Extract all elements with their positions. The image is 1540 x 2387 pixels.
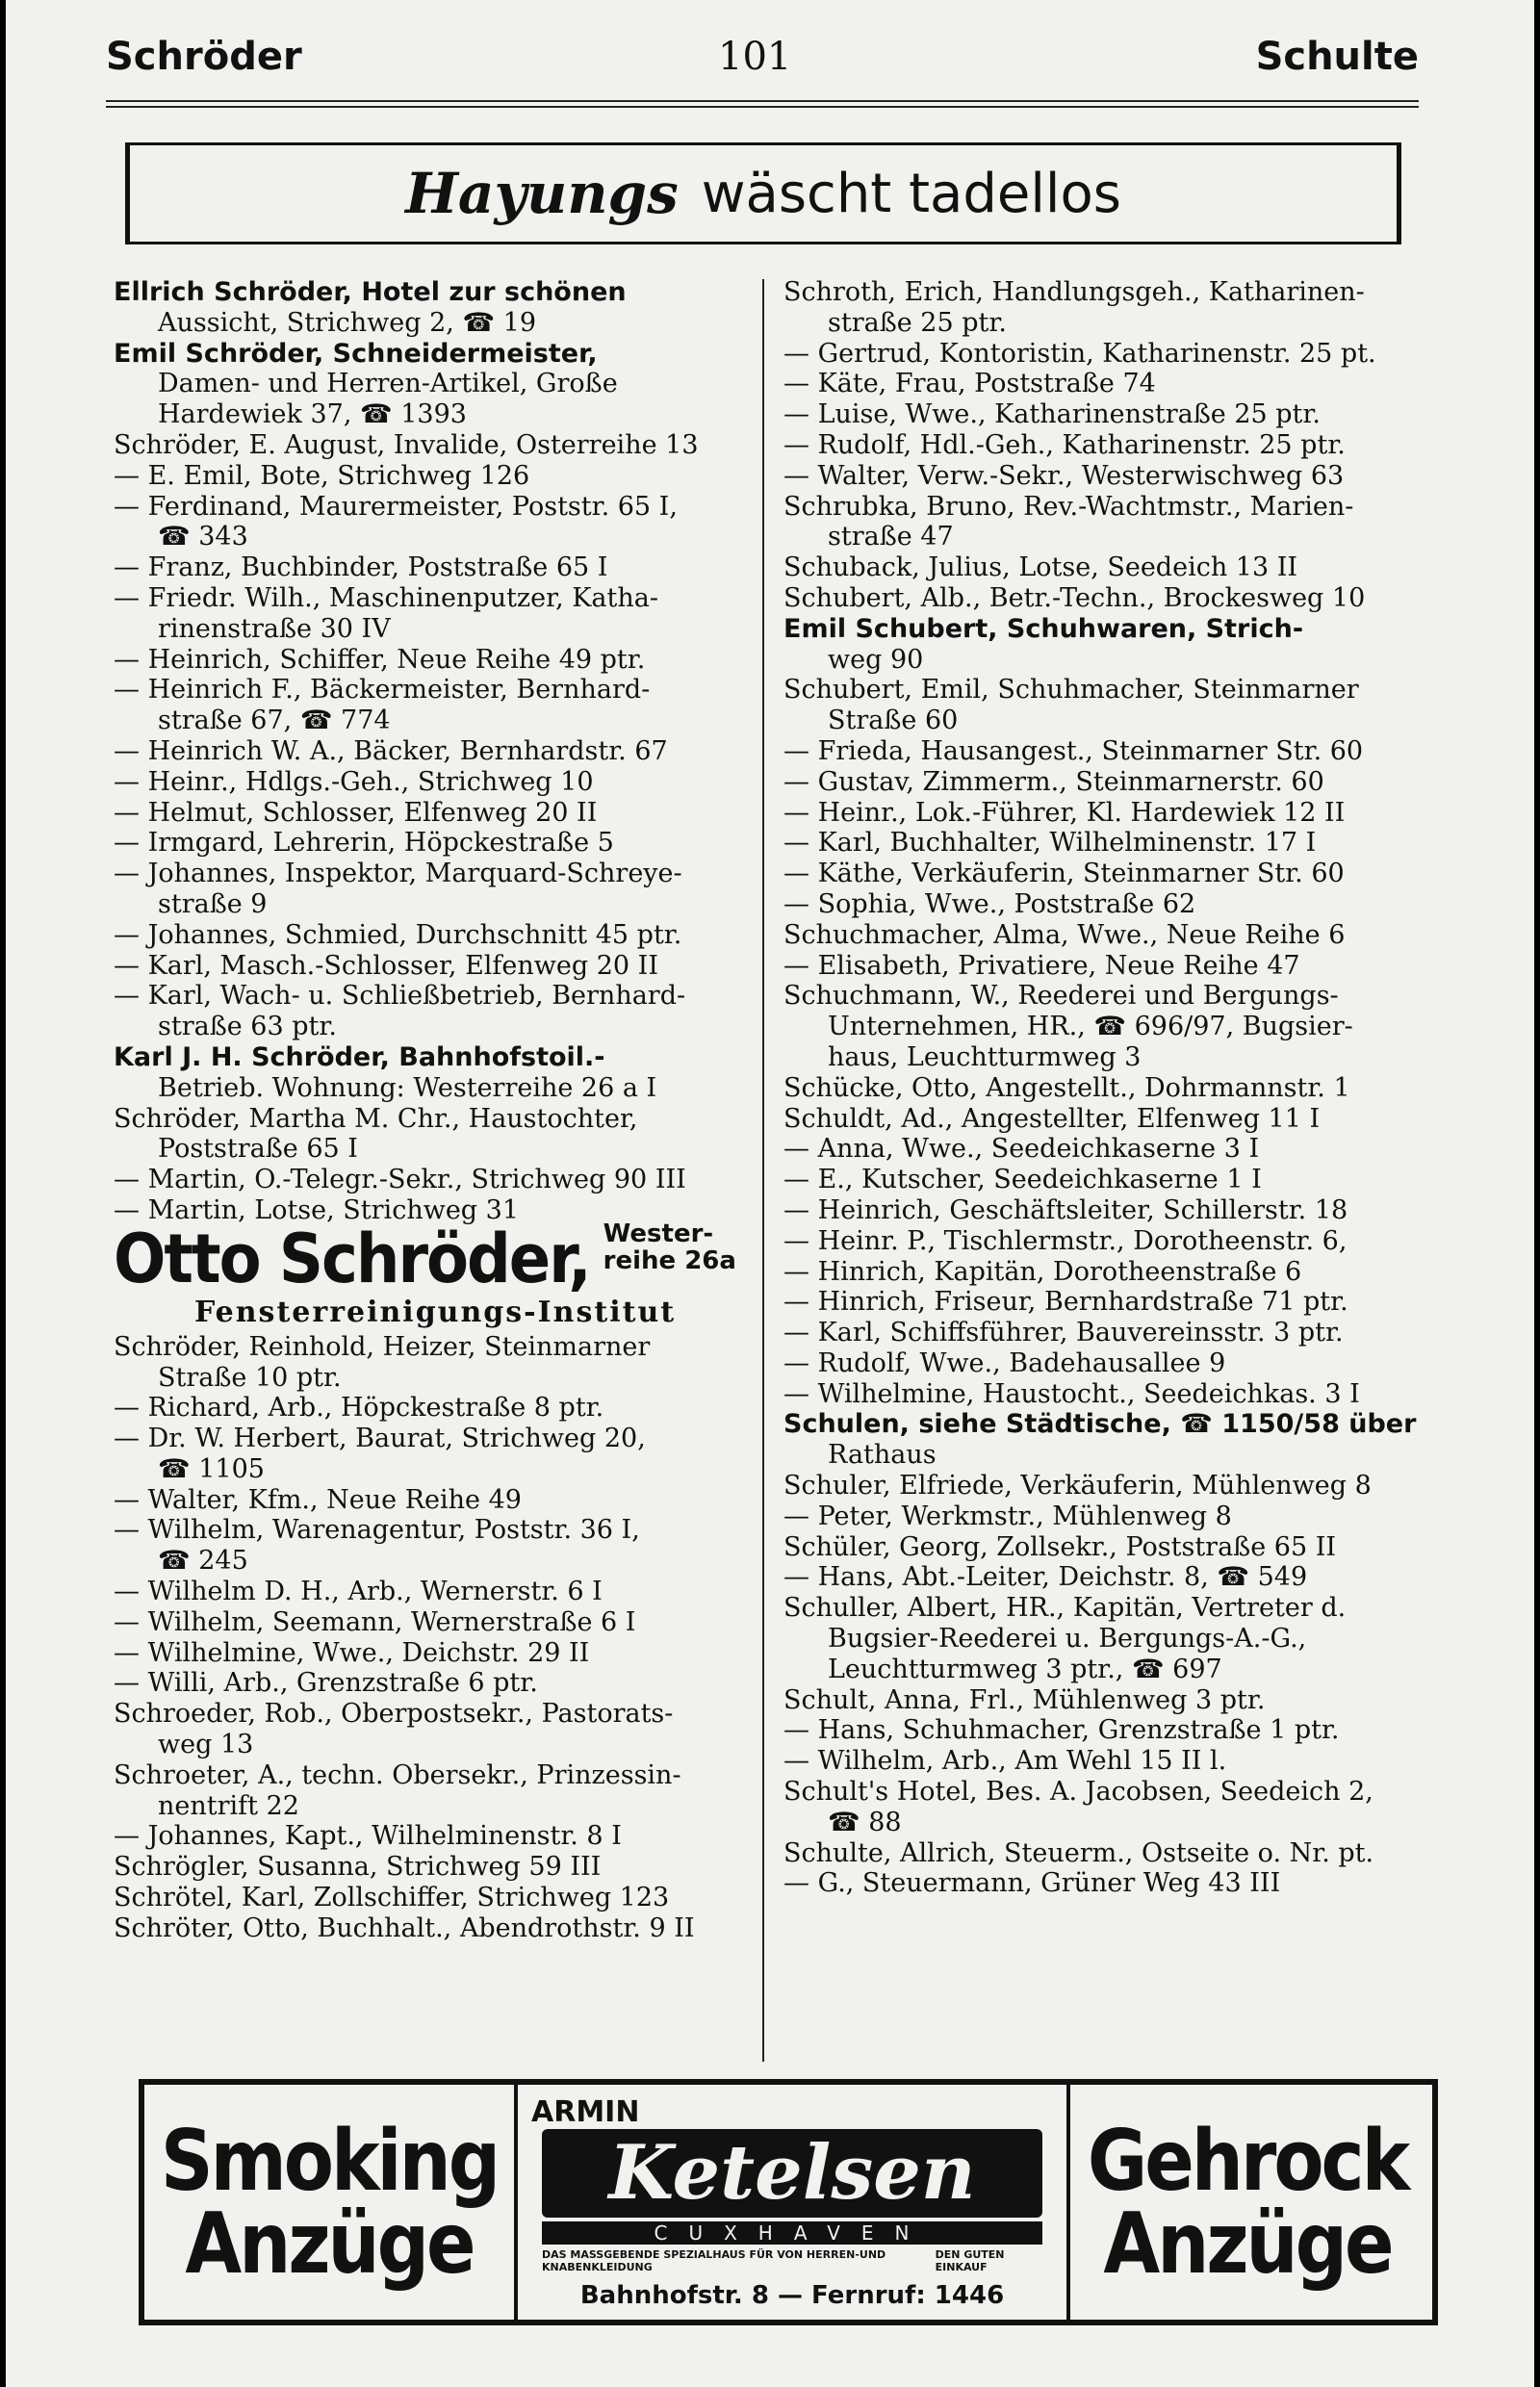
logo-slogan-right: DEN GUTEN EINKAUF — [935, 2247, 1005, 2273]
column-divider — [762, 279, 764, 2062]
directory-entry-line: — Johannes, Kapt., Wilhelminenstr. 8 I — [114, 1821, 622, 1852]
directory-entry-line: — Johannes, Schmied, Durchschnitt 45 ptr. — [114, 919, 682, 950]
directory-entry-line: Schuback, Julius, Lotse, Seedeich 13 II — [783, 552, 1298, 583]
directory-entry-line: — Heinr., Lok.-Führer, Kl. Hardewiek 12 II — [783, 797, 1346, 828]
header-left-surname: Schröder — [106, 35, 302, 79]
directory-entry-line: Schrubka, Bruno, Rev.-Wachtmstr., Marien- — [783, 491, 1354, 522]
directory-entry-line: Betrieb. Wohnung: Westerreihe 26 a I — [158, 1072, 657, 1103]
directory-entry-line: rinenstraße 30 IV — [158, 613, 391, 644]
otto-schroeder-ad — [114, 1219, 745, 1299]
directory-entry-line: — Dr. W. Herbert, Baurat, Strichweg 20, — [114, 1424, 646, 1454]
directory-entry-line: Straße 10 ptr. — [158, 1362, 342, 1393]
directory-entry-line: Schröder, E. August, Invalide, Osterreihe 13 — [114, 429, 699, 460]
directory-entry-line: — Martin, O.-Telegr.-Sekr., Strichweg 90 III — [114, 1165, 686, 1195]
directory-entry-line: — Ferdinand, Maurermeister, Poststr. 65 I, — [114, 491, 678, 522]
directory-entry-line: Schuldt, Ad., Angestellter, Elfenweg 11 I — [783, 1103, 1321, 1134]
directory-entry-line: Aussicht, Strichweg 2, ☎ 19 — [158, 307, 537, 338]
directory-entry-line: — Käthe, Verkäuferin, Steinmarner Str. 60 — [783, 859, 1345, 889]
left-column — [114, 277, 745, 1944]
directory-entry-line: Schuchmann, W., Reederei und Bergungs- — [783, 981, 1339, 1012]
left-entries-1 — [114, 277, 745, 1226]
directory-entry-line: — Heinrich W. A., Bäcker, Bernhardstr. 67 — [114, 735, 668, 766]
directory-entry-line: Schroth, Erich, Handlungsgeh., Katharinen- — [783, 277, 1365, 307]
directory-entry-line: — Gustav, Zimmerm., Steinmarnerstr. 60 — [783, 766, 1324, 797]
directory-entry-line: Emil Schubert, Schuhwaren, Strich- — [783, 613, 1304, 644]
directory-entry-line: straße 9 — [158, 888, 268, 919]
directory-entry-line: — Peter, Werkmstr., Mühlenweg 8 — [783, 1501, 1232, 1531]
directory-entry-line: weg 90 — [828, 644, 924, 675]
directory-entry-line: Karl J. H. Schröder, Bahnhofstoil.- — [114, 1041, 605, 1072]
directory-entry-line: — Johannes, Inspektor, Marquard-Schreye- — [114, 859, 682, 889]
directory-entry-line: Poststraße 65 I — [158, 1134, 358, 1165]
directory-entry-line: Damen- und Herren-Artikel, Große — [158, 369, 618, 399]
directory-entry-line: Schröder, Martha M. Chr., Haustochter, — [114, 1103, 638, 1134]
directory-entry-line: — Wilhelm, Arb., Am Wehl 15 II l. — [783, 1746, 1227, 1777]
directory-entry-line: — Käte, Frau, Poststraße 74 — [783, 369, 1156, 399]
directory-entry-line: — Franz, Buchbinder, Poststraße 65 I — [114, 552, 608, 583]
directory-entry-line: straße 63 ptr. — [158, 1012, 337, 1042]
hayungs-tagline: wäscht tadellos — [701, 162, 1121, 225]
directory-entry-line: Schrögler, Susanna, Strichweg 59 III — [114, 1852, 602, 1883]
directory-entry-line: Hardewiek 37, ☎ 1393 — [158, 399, 467, 430]
directory-entry-line: — Irmgard, Lehrerin, Höpckestraße 5 — [114, 828, 614, 859]
directory-entry-line: Schrötel, Karl, Zollschiffer, Strichweg 123 — [114, 1883, 670, 1913]
directory-entry-line: — Gertrud, Kontoristin, Katharinenstr. 25 pt. — [783, 338, 1376, 369]
directory-entry-line: Schücke, Otto, Angestellt., Dohrmannstr. 1 — [783, 1072, 1350, 1103]
directory-entry-line: Schuler, Elfriede, Verkäuferin, Mühlenweg 8 — [783, 1471, 1372, 1502]
directory-entry-line: — Wilhelmine, Wwe., Deichstr. 29 II — [114, 1637, 590, 1668]
directory-entry-line: straße 47 — [828, 522, 954, 552]
directory-entry-line: — Hans, Abt.-Leiter, Deichstr. 8, ☎ 549 — [783, 1562, 1308, 1593]
directory-entry-line: — Wilhelm, Seemann, Wernerstraße 6 I — [114, 1606, 636, 1637]
directory-entry-line: — Hinrich, Friseur, Bernhardstraße 71 ptr. — [783, 1287, 1348, 1318]
directory-entry-line: straße 67, ☎ 774 — [158, 706, 391, 736]
directory-entry-line: — Willi, Arb., Grenzstraße 6 ptr. — [114, 1668, 538, 1699]
directory-entry-line: — Rudolf, Wwe., Badehausallee 9 — [783, 1348, 1226, 1378]
directory-entry-line: — G., Steuermann, Grüner Weg 43 III — [783, 1868, 1281, 1899]
otto-ad-name: Otto Schröder, — [114, 1220, 590, 1299]
directory-entry-line: — Heinrich F., Bäckermeister, Bernhard- — [114, 675, 651, 706]
directory-entry-line: Schröter, Otto, Buchhalt., Abendrothstr. 9 II — [114, 1912, 695, 1943]
directory-entry-line: nentrift 22 — [158, 1790, 299, 1821]
footer-right-line-2: Anzüge — [1103, 2194, 1392, 2293]
directory-entry-line: — Sophia, Wwe., Poststraße 62 — [783, 888, 1196, 919]
otto-ad-address — [603, 1220, 736, 1274]
right-column — [783, 277, 1426, 1899]
directory-entry-line: Unternehmen, HR., ☎ 696/97, Bugsier- — [828, 1012, 1353, 1042]
directory-entry-line: ☎ 343 — [158, 522, 248, 552]
directory-entry-line: — Martin, Lotse, Strichweg 31 — [114, 1194, 520, 1225]
directory-entry-line: Schubert, Alb., Betr.-Techn., Brockesweg 10 — [783, 582, 1366, 613]
footer-left-line-2: Anzüge — [185, 2194, 474, 2293]
left-entries-2 — [114, 1332, 745, 1944]
directory-entry-line: Straße 60 — [828, 706, 959, 736]
directory-entry-line: Leuchtturmweg 3 ptr., ☎ 697 — [828, 1654, 1222, 1684]
logo-city: CUXHAVEN — [542, 2221, 1042, 2245]
header-right-surname: Schulte — [1255, 35, 1419, 79]
directory-entry-line: — Karl, Masch.-Schlosser, Elfenweg 20 II — [114, 950, 658, 981]
directory-entry-line: — Friedr. Wilh., Maschinenputzer, Katha- — [114, 582, 658, 613]
directory-entry-line: — Luise, Wwe., Katharinenstraße 25 ptr. — [783, 399, 1321, 430]
directory-entry-line: — Walter, Verw.-Sekr., Westerwischweg 63 — [783, 460, 1345, 491]
right-entries — [783, 277, 1426, 1899]
directory-entry-line: — Heinr. P., Tischlermstr., Dorotheenstr. 6, — [783, 1225, 1348, 1256]
hayungs-brand: Hayungs — [405, 161, 679, 226]
logo-address: Bahnhofstr. 8 — Fernruf: 1446 — [579, 2280, 1005, 2310]
directory-entry-line: — Karl, Schiffsführer, Bauvereinsstr. 3 ptr. — [783, 1318, 1344, 1348]
directory-entry-line: ☎ 1105 — [158, 1453, 265, 1484]
directory-entry-line: Schulte, Allrich, Steuerm., Ostseite o. Nr. pt. — [783, 1837, 1374, 1868]
footer-left-line-1: Smoking — [160, 2111, 499, 2210]
ketelsen-logo — [514, 2085, 1070, 2320]
directory-entry-line: — Karl, Wach- u. Schließbetrieb, Bernhard- — [114, 981, 686, 1012]
directory-entry-line: Emil Schröder, Schneidermeister, — [114, 338, 598, 369]
directory-entry-line: — Rudolf, Hdl.-Geh., Katharinenstr. 25 ptr. — [783, 429, 1346, 460]
directory-entry-line: Schüler, Georg, Zollsekr., Poststraße 65 II — [783, 1531, 1337, 1562]
otto-ad-address-2: reihe 26a — [603, 1245, 736, 1275]
directory-entry-line: — Elisabeth, Privatiere, Neue Reihe 47 — [783, 950, 1300, 981]
directory-entry-line: Schuchmacher, Alma, Wwe., Neue Reihe 6 — [783, 919, 1346, 950]
directory-entry-line: — Wilhelm D. H., Arb., Wernerstr. 6 I — [114, 1577, 603, 1607]
logo-first-name: ARMIN — [531, 2094, 640, 2129]
otto-ad-address-1: Wester- — [603, 1219, 714, 1248]
directory-entry-line: Bugsier-Reederei u. Bergungs-A.-G., — [828, 1624, 1307, 1655]
directory-entry-line: — Frieda, Hausangest., Steinmarner Str. 60 — [783, 735, 1364, 766]
directory-page — [6, 0, 1534, 2387]
directory-entry-line: — Wilhelmine, Haustocht., Seedeichkas. 3 I — [783, 1378, 1360, 1409]
directory-entry-line: Rathaus — [828, 1440, 937, 1471]
directory-entry-line: Schröder, Reinhold, Heizer, Steinmarner — [114, 1331, 651, 1362]
page-number: 101 — [718, 35, 792, 79]
header-rule-bottom — [106, 106, 1419, 108]
directory-entry-line: — Heinrich, Schiffer, Neue Reihe 49 ptr. — [114, 644, 646, 675]
logo-slogan — [542, 2248, 1042, 2273]
otto-ad-subtitle: Fensterreinigungs-Institut — [194, 1295, 677, 1329]
directory-entry-line: — Anna, Wwe., Seedeichkaserne 3 I — [783, 1134, 1260, 1165]
directory-entry-line: Schubert, Emil, Schuhmacher, Steinmarner — [783, 675, 1359, 706]
directory-entry-line: Schult's Hotel, Bes. A. Jacobsen, Seedeich 2, — [783, 1777, 1373, 1808]
directory-entry-line: — Walter, Kfm., Neue Reihe 49 — [114, 1484, 522, 1515]
directory-entry-line: ☎ 245 — [158, 1546, 248, 1577]
directory-entry-line: — Heinr., Hdlgs.-Geh., Strichweg 10 — [114, 766, 594, 797]
directory-entry-line: Schuller, Albert, HR., Kapitän, Vertreter d. — [783, 1593, 1347, 1624]
directory-entry-line: — Helmut, Schlosser, Elfenweg 20 II — [114, 797, 598, 828]
ketelsen-footer-ad — [139, 2079, 1438, 2325]
directory-entry-line: — Richard, Arb., Höpckestraße 8 ptr. — [114, 1393, 604, 1424]
directory-entry-line: — E. Emil, Bote, Strichweg 126 — [114, 460, 530, 491]
directory-entry-line: — Wilhelm, Warenagentur, Poststr. 36 I, — [114, 1515, 640, 1546]
footer-ad-right — [1063, 2085, 1432, 2320]
logo-wordmark: Ketelsen — [542, 2129, 1042, 2218]
directory-entry-line: — E., Kutscher, Seedeichkaserne 1 I — [783, 1165, 1262, 1195]
directory-entry-line: Schulen, siehe Städtische, ☎ 1150/58 über — [783, 1409, 1417, 1440]
hayungs-ad-banner — [125, 142, 1401, 244]
header-rule-top — [106, 100, 1419, 102]
directory-entry-line: ☎ 88 — [828, 1807, 902, 1837]
directory-entry-line: — Hans, Schuhmacher, Grenzstraße 1 ptr. — [783, 1715, 1340, 1746]
footer-ad-left — [144, 2085, 514, 2320]
directory-entry-line: Schult, Anna, Frl., Mühlenweg 3 ptr. — [783, 1684, 1266, 1715]
directory-entry-line: weg 13 — [158, 1730, 254, 1760]
directory-entry-line: Schroeder, Rob., Oberpostsekr., Pastorats- — [114, 1699, 674, 1730]
directory-entry-line: Schroeter, A., techn. Obersekr., Prinzessin- — [114, 1759, 681, 1790]
directory-entry-line: straße 25 ptr. — [828, 307, 1007, 338]
directory-entry-line: haus, Leuchtturmweg 3 — [828, 1041, 1142, 1072]
directory-entry-line: — Heinrich, Geschäftsleiter, Schillerstr. 18 — [783, 1194, 1348, 1225]
footer-right-line-1: Gehrock — [1087, 2111, 1408, 2210]
directory-entry-line: Ellrich Schröder, Hotel zur schönen — [114, 277, 627, 307]
directory-entry-line: — Hinrich, Kapitän, Dorotheenstraße 6 — [783, 1256, 1302, 1287]
logo-slogan-left: DAS MASSGEBENDE SPEZIALHAUS FÜR VON HERREN-UND KNABENKLEIDUNG — [542, 2247, 886, 2273]
directory-entry-line: — Karl, Buchhalter, Wilhelminenstr. 17 I — [783, 828, 1317, 859]
